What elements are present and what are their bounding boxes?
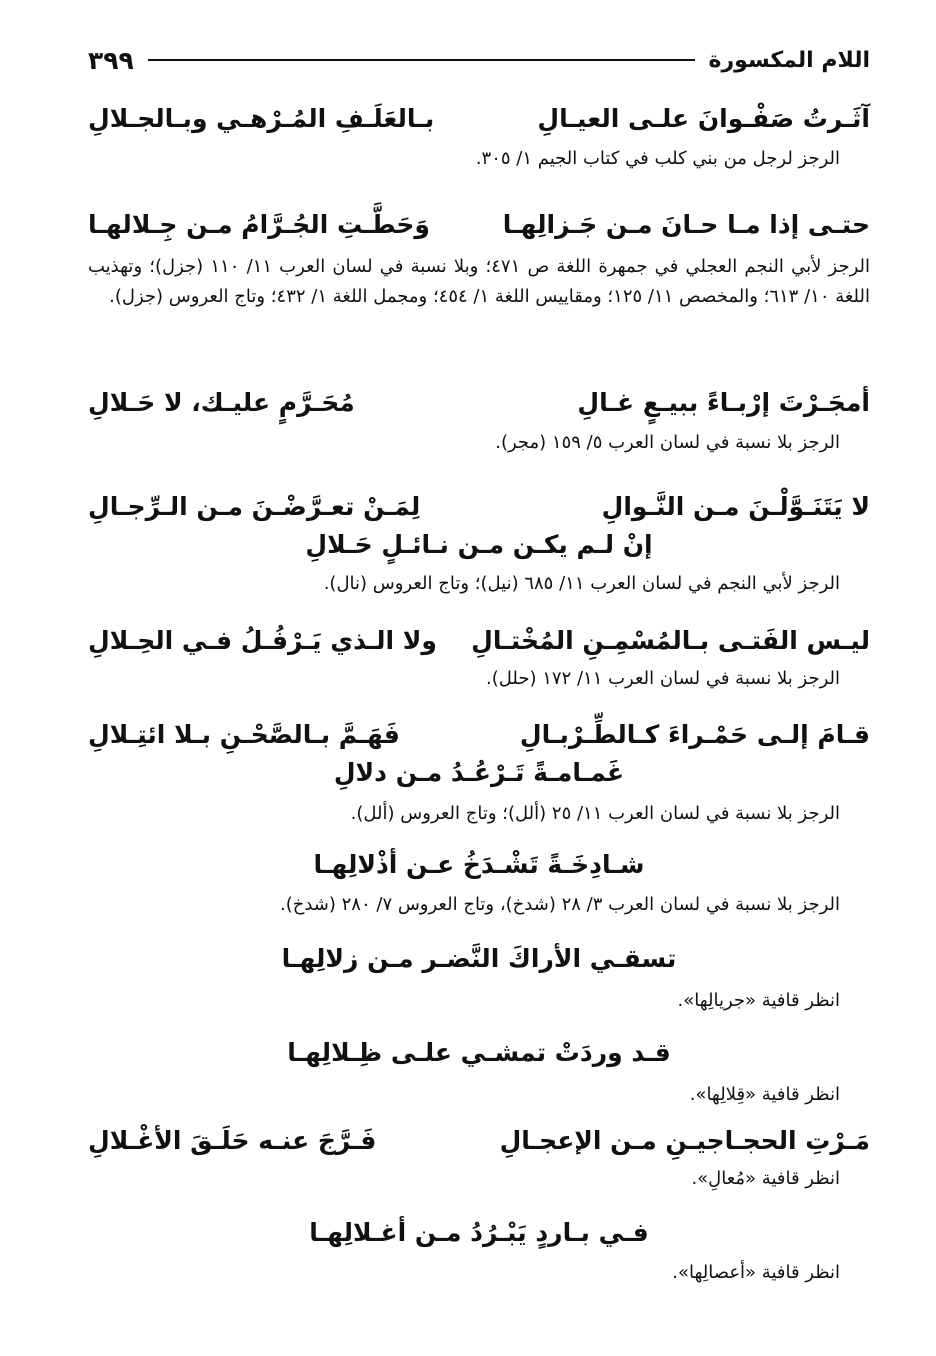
page-header — [88, 40, 870, 80]
centered-hemistich: غَمـامـةً تَـرْعُـدُ مـن دلالِ — [333, 757, 625, 787]
verse-line-centered — [88, 940, 870, 978]
entry-11 — [88, 1214, 870, 1287]
verse-line-centered — [88, 526, 870, 564]
verse-line-centered — [88, 1034, 870, 1072]
verse-line-centered — [88, 1214, 870, 1252]
verse-line — [88, 1122, 870, 1160]
centered-hemistich: إنْ لـم يكـن مـن نـائـلٍ حَـلالِ — [305, 529, 653, 559]
source-note: الرجز بلا نسبة في لسان العرب ١١/ ٢٥ (ألل)؛ وتاج العروس (ألل). — [350, 803, 840, 824]
centered-hemistich: فـي بـاردٍ يَبْـرُدُ مـن أغـلالِهـا — [309, 1218, 649, 1247]
verse-line-centered — [88, 754, 870, 792]
source-note: الرجز بلا نسبة في لسان العرب ٣/ ٢٨ (شدخ)، وتاج العروس ٧/ ٢٨٠ (شدخ). — [279, 893, 840, 915]
entry-5 — [88, 622, 870, 693]
first-hemistich: ليـس الفَتـى بـالمُسْمِـنِ المُخْتـالِ — [471, 626, 870, 655]
centered-hemistich: قـد وردَتْ تمشـي علـى ظِـلالِهـا — [287, 1038, 671, 1067]
running-title: اللام المكسورة — [708, 47, 870, 73]
second-hemistich: ولا الـذي يَـرْفُـلُ فـي الحِـلالِ — [88, 626, 437, 655]
second-hemistich: فَـرَّجَ عنـه حَلَـقَ الأغْـلالِ — [88, 1126, 377, 1155]
centered-hemistich: تسقـي الأراكَ النَّضـر مـن زلالِهـا — [281, 944, 677, 973]
entry-8 — [88, 940, 870, 1015]
centered-hemistich: شـادِخَـةً تَشْـدَخُ عـن أذْلالِهـا — [313, 850, 645, 879]
entry-3 — [88, 384, 870, 457]
page-number: ٣٩٩ — [88, 45, 134, 75]
header-rule — [148, 59, 695, 61]
entry-2 — [88, 206, 870, 313]
first-hemistich: حتـى إذا مـا حـانَ مـن جَـزالِهـا — [502, 210, 870, 239]
source-note: انظر قافية «أعصالِها». — [672, 1261, 840, 1283]
first-hemistich: أمجَـرْتَ إرْبـاءً ببيـعٍ غـالِ — [577, 388, 870, 417]
verse-line — [88, 716, 870, 754]
source-note: الرجز لأبي النجم العجلي في جمهرة اللغة ص ٤٧١؛ وبلا نسبة في لسان العرب ١١/ ١١٠ (جزل)؛ وتهذيب اللغة ١٠/ ٦١٣؛ والمخصص ١١/ ١٢٥؛ ومقاييس اللغة ١/ ٤٥٤؛ ومجمل اللغة ١/ ٤٣٢؛ وتاج العروس (جزل). — [88, 255, 871, 308]
source-note: الرجز لرجل من بني كلب في كتاب الجيم ١/ ٣٠٥. — [475, 147, 840, 169]
first-hemistich: قـامَ إلـى حَمْـراءَ كـالطِّـرْبـالِ — [519, 720, 870, 749]
source-note: انظر قافية «جريالِها». — [677, 989, 840, 1011]
verse-line — [88, 100, 870, 138]
source-note: الرجز لأبي النجم في لسان العرب ١١/ ٦٨٥ (نيل)؛ وتاج العروس (نال). — [323, 573, 840, 594]
second-hemistich: لِمَـنْ تعـرَّضْـنَ مـن الـرِّجـالِ — [88, 492, 421, 521]
first-hemistich: آثَـرتُ صَفْـوانَ علـى العيـالِ — [537, 104, 870, 133]
source-note: الرجز بلا نسبة في لسان العرب ٥/ ١٥٩ (مجر). — [495, 431, 840, 453]
verse-line — [88, 622, 870, 660]
verse-line — [88, 206, 870, 244]
entry-4 — [88, 488, 870, 599]
second-hemistich: وَحَطَّـتِ الجُـرَّامُ مـن جِـلالهـا — [88, 210, 430, 239]
verse-line-centered — [88, 846, 870, 884]
first-hemistich: لا يَتَنَـوَّلْـنَ مـن النَّـوالِ — [601, 492, 870, 521]
second-hemistich: فَهَـمَّ بـالصَّحْـنِ بـلا ائتِـلالِ — [88, 720, 400, 749]
entry-10 — [88, 1122, 870, 1193]
second-hemistich: بـالعَلَـفِ المُـرْهـي وبـالجـلالِ — [88, 104, 435, 133]
source-note: انظر قافية «مُعالِ». — [691, 1167, 840, 1189]
verse-line — [88, 488, 870, 526]
second-hemistich: مُحَـرَّمٍ عليـك، لا حَـلالِ — [88, 388, 355, 417]
verse-line — [88, 384, 870, 422]
source-note: الرجز بلا نسبة في لسان العرب ١١/ ١٧٢ (حلل). — [486, 667, 840, 689]
source-note: انظر قافية «قِلالِها». — [689, 1083, 840, 1105]
entry-7 — [88, 846, 870, 919]
entry-9 — [88, 1034, 870, 1109]
entry-6 — [88, 716, 870, 829]
entry-1 — [88, 100, 870, 173]
first-hemistich: مَـرْتِ الحجـاجيـنِ مـن الإعجـالِ — [499, 1126, 870, 1155]
